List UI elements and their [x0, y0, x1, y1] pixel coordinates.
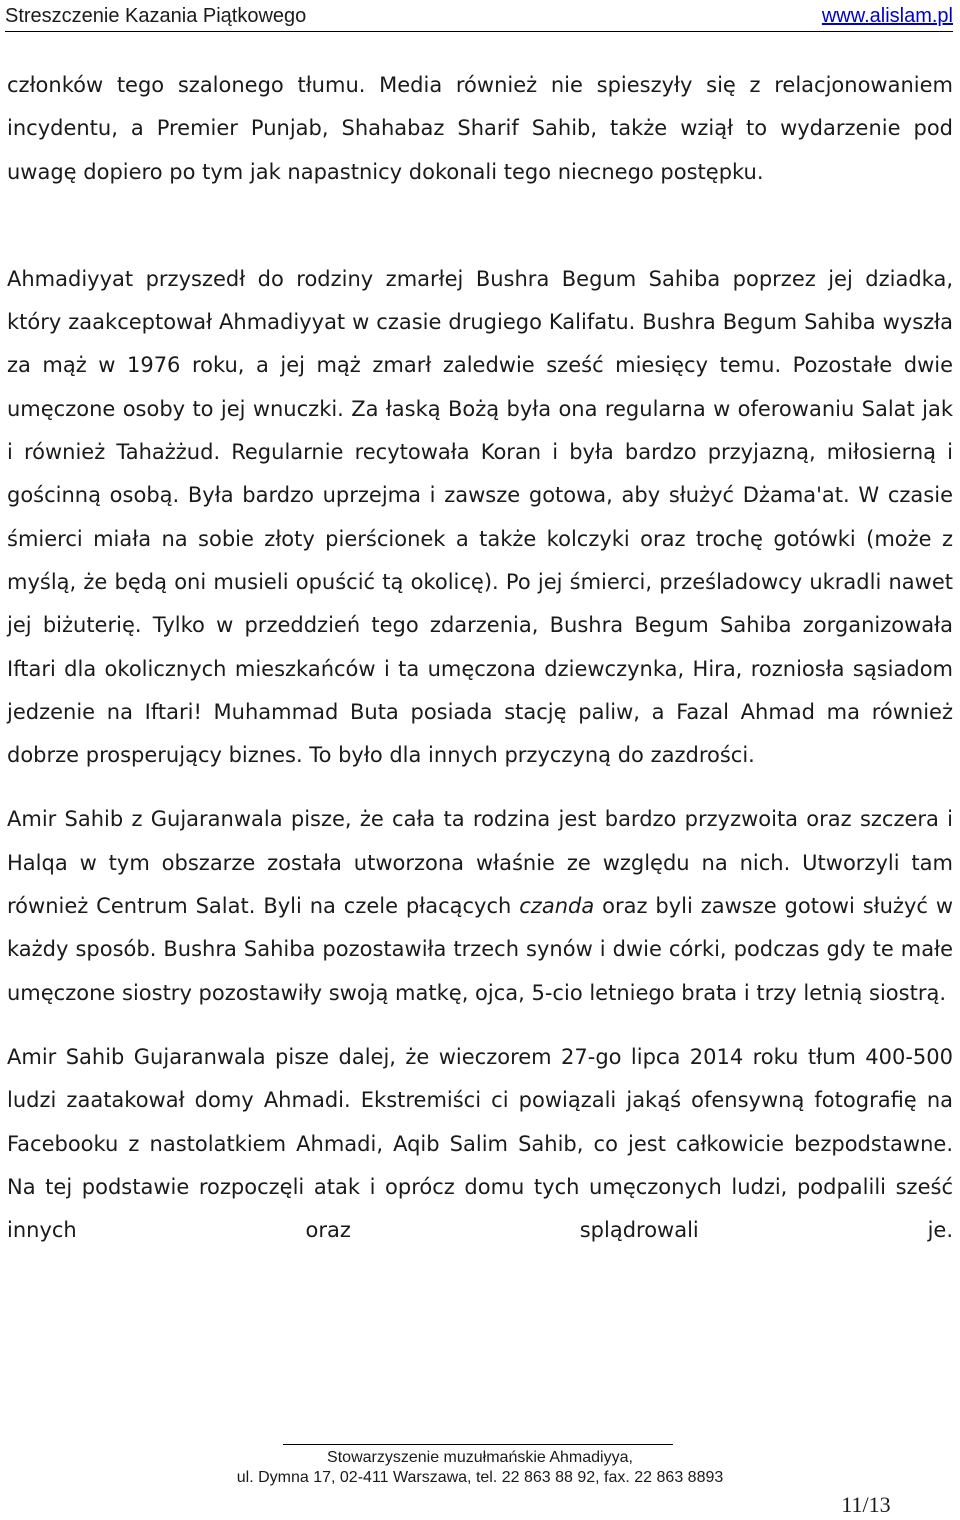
page-footer [0, 1448, 960, 1488]
paragraph-3 [7, 798, 953, 1014]
footer-address: ul. Dymna 17, 02-411 Warszawa, tel. 22 863 88 92, fax. 22 863 8893 [236, 1469, 724, 1486]
header-divider [5, 31, 953, 32]
paragraph-1: członków tego szalonego tłumu. Media również nie spieszyły się z relacjonowaniem incydentu, a Premier Punjab, Shahabaz Sharif Sahib, także wziął to wydarzenie pod uwagę dopiero po tym jak napastnicy dokonali tego niecnego postępku. [7, 73, 953, 184]
header-url-link[interactable]: www.alislam.pl [821, 5, 953, 27]
paragraph-3-italic-term: czanda [519, 894, 595, 919]
paragraph-4: Amir Sahib Gujaranwala pisze dalej, że wieczorem 27-go lipca 2014 roku tłum 400-500 ludzi zaatakował domy Ahmadi. Ekstremiści ci powiązali jakąś ofensywną fotografię na Facebooku z nastolatkiem Ahmadi, Aqib Salim Sahib, co jest całkowicie bezpodstawne. Na tej podstawie rozpoczęli atak i oprócz domu tych umęczonych ludzi, podpalili sześć innych oraz splądrowali je. [7, 1044, 953, 1243]
footer-organization: Stowarzyszenie muzułmańskie Ahmadiyya, [327, 1449, 633, 1466]
paragraph-2: Ahmadiyyat przyszedł do rodziny zmarłej Bushra Begum Sahiba poprzez jej dziadka, który zaakceptował Ahmadiyyat w czasie drugiego Kalifatu. Bushra Begum Sahiba wyszła za mąż w 1976 roku, a jej mąż zmarł zaledwie sześć miesięcy temu. Pozostałe dwie umęczone osoby to jej wnuczki. Za łaską Bożą była ona regularna w oferowaniu Salat jak i również Tahażżud. Regularnie recytowała Koran i była bardzo przyjazną, miłosierną i gościnną osobą. Była bardzo uprzejma i zawsze gotowa, aby służyć Dżama'at. W czasie śmierci miała na sobie złoty pierścionek a także kolczyki oraz trochę gotówki (może z myślą, że będą oni musieli opuścić tą okolicę). Po jej śmierci, prześladowcy ukradli nawet jej biżuterię. Tylko w przeddzień tego zdarzenia, Bushra Begum Sahiba zorganizowała Iftari dla okolicznych mieszkańców i ta umęczona dziewczynka, Hira, rozniosła sąsiadom jedzenie na Iftari! Muhammad Buta posiada stację paliw, a Fazal Ahmad ma również dobrze prosperujący biznes. To było dla innych przyczyną do zazdrości. [7, 266, 953, 768]
paragraph-3-text-end: oraz byli zawsze gotowi służyć w każdy sposób. Bushra Sahiba pozostawiła trzech synów i dwie córki, podczas gdy te małe umęczone siostry pozostawiły swoją matkę, ojca, 5-cio letniego brata i trzy letnią siostrą. [7, 894, 954, 1005]
page-number: 11/13 [841, 1492, 891, 1517]
footer-divider [283, 1444, 673, 1445]
paragraph-3-text-start: Amir Sahib z Gujaranwala pisze, że cała ta rodzina jest bardzo przyzwoita oraz szczera i Halqa w tym obszarze została utworzona właśnie ze względu na nich. Utworzyli tam również Centrum Salat. Byli na czele płacących [7, 807, 953, 919]
document-body [7, 64, 953, 1252]
header-title: Streszczenie Kazania Piątkowego [5, 5, 307, 27]
page-header [5, 4, 953, 28]
